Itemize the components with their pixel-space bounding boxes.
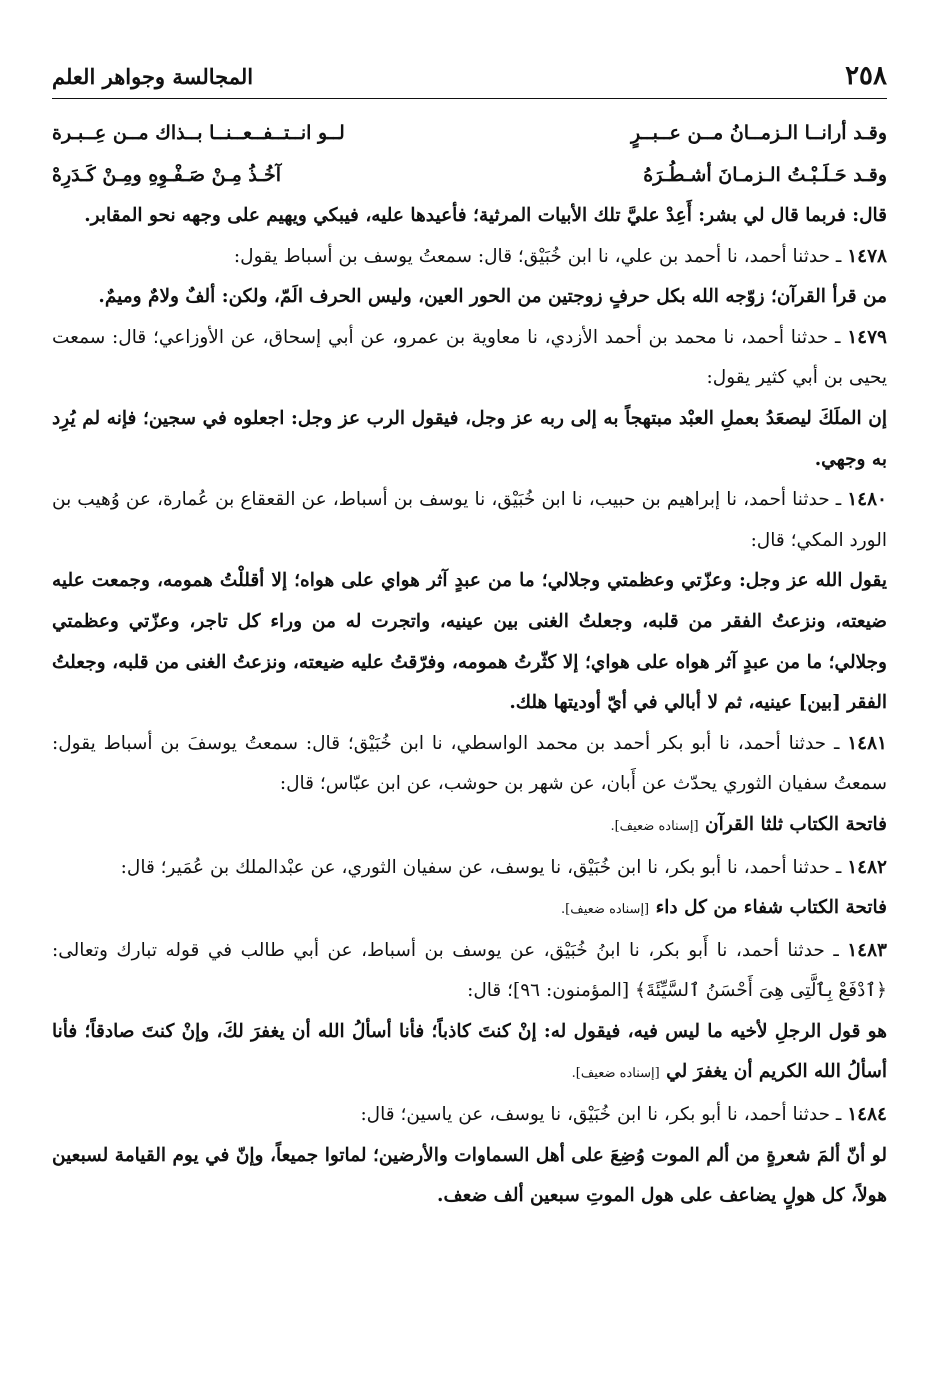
isnad-text: ـ حدثنا أحمد، نا محمد بن أحمد الأزدي، نا معاوية بن عمرو، عن أبي إسحاق، عن الأوزاعي؛ قال: سمعت يحيى بن أبي كثير يقول: xyxy=(52,326,887,389)
verse-2-second-hemistich: آخُـذُ مِـنْ صَـفْـوِهِ ومِـنْ كَـدَرِهْ xyxy=(52,164,281,186)
entry-number: ١٤٨٤ xyxy=(847,1104,887,1126)
grading-note: [إسناده ضعيف]. xyxy=(561,902,650,918)
matn-text: هو قول الرجلِ لأخيه ما ليس فيه، فيقول له: إنْ كنتَ كاذباً؛ فأنا أسألُ الله أن يغفرَ لكَ، وإنْ كنتَ صادقاً؛ فأنا أسألُ الله الكريم أن يغفرَ لي xyxy=(52,1020,887,1083)
page-header xyxy=(52,54,887,99)
page-number: ٢٥٨ xyxy=(845,61,887,91)
entry-number: ١٤٧٩ xyxy=(847,326,887,348)
isnad-text: ـ حدثنا أحمد، نا أبو بكر، نا ابن خُبَيْق، نا يوسف، عن سفيان الثوري، عن عبْدالملك بن عُمَير؛ قال: xyxy=(120,856,842,878)
isnad-text: ـ حدثنا أحمد، نا أَبو بكر، نا ابنُ خُبَيْق، عن يوسف بن أسباط، عن أبي طالب في قوله تبارك وتعالى: ﴿ٱدْفَعْ بِٱلَّتِى هِىَ أَحْسَنُ ٱلسَّيِّئَةَ﴾ [المؤمنون: ٩٦]؛ قال: xyxy=(52,939,887,1002)
entry-1482-text xyxy=(52,888,887,931)
isnad-text: ـ حدثنا أحمد، نا إبراهيم بن حبيب، نا ابن خُبَيْق، نا يوسف بن أسباط، عن القعقاع بن عُمارة، عن وُهيب بن الورد المكي؛ قال: xyxy=(52,489,887,551)
entry-number: ١٤٨٠ xyxy=(847,489,887,511)
matn-text: فاتحة الكتاب ثلثا القرآن xyxy=(704,813,887,835)
grading-note: [إسناده ضعيف]. xyxy=(571,1066,660,1082)
matn-text: فاتحة الكتاب شفاء من كل داء xyxy=(655,897,887,919)
entry-1484-chain xyxy=(52,1095,887,1136)
entry-number: ١٤٨١ xyxy=(847,732,887,754)
intro-paragraph: قال: فربما قال لي بشر: أَعِدْ عليَّ تلك الأبيات المرثية؛ فأعيدها عليه، فيبكي ويهيم على وجهه نحو المقابر. xyxy=(84,205,887,226)
entry-1484-text: لو أنّ ألمَ شعرةٍ من ألم الموت وُضِعَ على أهل السماوات والأرضين؛ لماتوا جميعاً، وإنّ في يوم القيامة لسبعين هولاً، كل هولٍ يضاعف على هول الموتِ سبعين ألف ضعف. xyxy=(52,1144,887,1207)
entry-number: ١٤٨٣ xyxy=(847,939,887,961)
entry-1479-text: إن الملَكَ ليصعَدُ بعملِ العبْد مبتهجاً به إلى ربه عز وجل، فيقول الرب عز وجل: اجعلوه في سجين؛ فإنه لم يُرِد به وجهي. xyxy=(52,407,887,470)
entry-1483-text xyxy=(52,1012,887,1095)
verse-1-first-hemistich: وقـد أرانــا الـزمــانُ مــن عــبــرٍ xyxy=(631,122,887,144)
entry-1478-text: من قرأ القرآن؛ زوّجه الله بكل حرفٍ زوجتين من الحور العين، وليس الحرف الَمّ، ولكن: ألفٌ ولامٌ وميمٌ. xyxy=(98,286,887,308)
poem-verses xyxy=(52,112,887,196)
entry-1481-text xyxy=(52,805,887,848)
entry-1483-chain xyxy=(52,931,887,1012)
book-title: المجالسة وجواهر العلم xyxy=(52,63,254,89)
page-content xyxy=(52,112,887,1217)
isnad-text: ـ حدثنا أحمد، نا أحمد بن علي، نا ابن خُبَيْق؛ قال: سمعتُ يوسف بن أسباط يقول: xyxy=(233,245,842,267)
entry-1481-chain xyxy=(52,724,887,805)
entry-number: ١٤٨٢ xyxy=(847,856,887,878)
entry-1482-chain xyxy=(52,848,887,889)
entry-number: ١٤٧٨ xyxy=(847,245,887,267)
verse-2-first-hemistich: وقـد حَـلَـبْـتُ الـزمـانَ أشـطُـرَهُ xyxy=(643,164,887,186)
entry-1480-chain xyxy=(52,480,887,561)
isnad-text: ـ حدثنا أحمد، نا أبو بكر أحمد بن محمد الواسطي، نا ابن خُبَيْق؛ قال: سمعتُ يوسفَ بن أسباط يقول: سمعتُ سفيان الثوري يحدّث عن أَبان، عن شهر بن حوشب، عن ابن عبّاس؛ قال: xyxy=(52,732,887,795)
entry-1479-chain xyxy=(52,318,887,399)
entry-1480-text: يقول الله عز وجل: وعزّتي وعظمتي وجلالي؛ ما من عبدٍ آثر هواي على هواه؛ إلا أقللْتُ همومه، وجمعت عليه ضيعته، ونزعتُ الفقر من قلبه، وجعلتُ الغنى بين عينيه، واتجرت له من وراء كل تاجر، وعزّتي وعظمتي وجلالي؛ ما من عبدٍ آثر هواه على هواي؛ إلا كثّرتُ همومه، وفرّقتُ عليه ضيعته، ونزعتُ الغنى من قلبه، وجعلتُ الفقر [بين] عينيه، ثم لا أبالي في أيّ أوديتها هلك. xyxy=(52,570,887,714)
isnad-text: ـ حدثنا أحمد، نا أبو بكر، نا ابن خُبَيْق، نا يوسف، عن ياسين؛ قال: xyxy=(360,1104,842,1126)
entry-1478-chain xyxy=(52,237,887,278)
verse-1-second-hemistich: لــو انــتــفــعــنــا بــذاك مــن عِــبـرة xyxy=(52,122,345,144)
grading-note: [إسناده ضعيف]. xyxy=(610,818,699,834)
